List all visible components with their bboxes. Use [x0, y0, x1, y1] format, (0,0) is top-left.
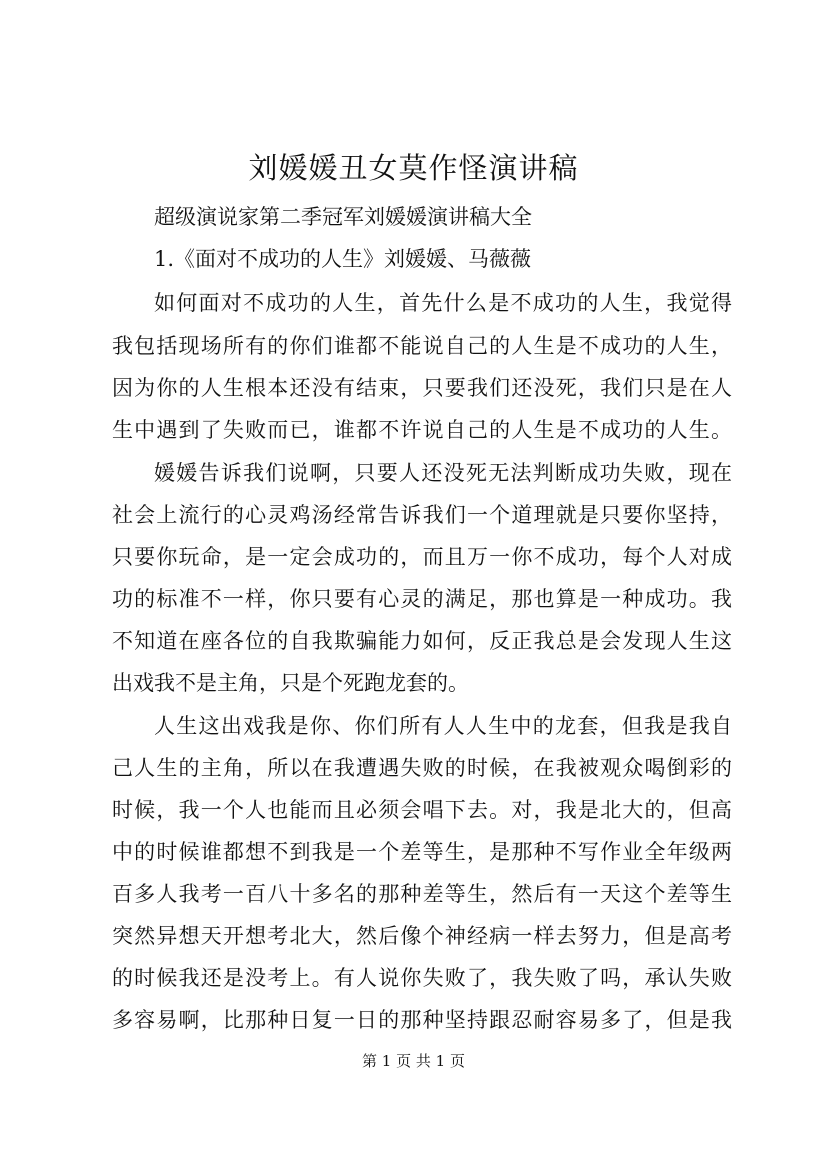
paragraph-line: 功的标准不一样，你只要有心灵的满足，那也算是一种成功。我	[112, 587, 732, 611]
paragraph-line: 社会上流行的心灵鸡汤经常告诉我们一个道理就是只要你坚持，	[112, 503, 732, 527]
paragraph-line: 突然异想天开想考北大，然后像个神经病一样去努力，但是高考	[112, 924, 732, 948]
paragraph-line: 因为你的人生根本还没有结束，只要我们还没死，我们只是在人	[112, 376, 732, 400]
paragraph-line: 多容易啊，比那种日复一日的那种坚持跟忍耐容易多了，但是我	[112, 1008, 732, 1032]
paragraph-line: 出戏我不是主角，只是个死跑龙套的。	[112, 671, 469, 695]
paragraph-line: 己人生的主角，所以在我遭遇失败的时候，在我被观众喝倒彩的	[112, 756, 732, 780]
paragraph-line: 媛媛告诉我们说啊，只要人还没死无法判断成功失败，现在	[154, 461, 732, 485]
paragraph-line: 时候，我一个人也能而且必须会唱下去。对，我是北大的，但高	[112, 798, 732, 822]
paragraph-line: 中的时候谁都想不到我是一个差等生，是那种不写作业全年级两	[112, 840, 732, 864]
paragraph-line: 我包括现场所有的你们谁都不能说自己的人生是不成功的人生，	[112, 334, 732, 358]
paragraph-line: 百多人我考一百八十多名的那种差等生，然后有一天这个差等生	[112, 882, 732, 906]
paragraph-line: 不知道在座各位的自我欺骗能力如何，反正我总是会发现人生这	[112, 629, 732, 653]
paragraph-line: 如何面对不成功的人生，首先什么是不成功的人生，我觉得	[154, 291, 732, 315]
paragraph-line: 只要你玩命，是一定会成功的，而且万一你不成功，每个人对成	[112, 545, 732, 569]
document-title: 刘媛媛丑女莫作怪演讲稿	[248, 151, 579, 185]
paragraph-line: 的时候我还是没考上。有人说你失败了，我失败了吗，承认失败	[112, 966, 732, 990]
paragraph-line: 人生这出戏我是你、你们所有人人生中的龙套，但我是我自	[154, 714, 732, 738]
paragraph-line: 生中遇到了失败而已，谁都不许说自己的人生是不成功的人生。	[112, 418, 732, 442]
page-footer: 第 1 页 共 1 页	[362, 1052, 465, 1070]
section-heading: 1.《面对不成功的人生》刘媛媛、马薇薇	[154, 247, 532, 271]
subtitle-line: 超级演说家第二季冠军刘媛媛演讲稿大全	[154, 205, 532, 229]
